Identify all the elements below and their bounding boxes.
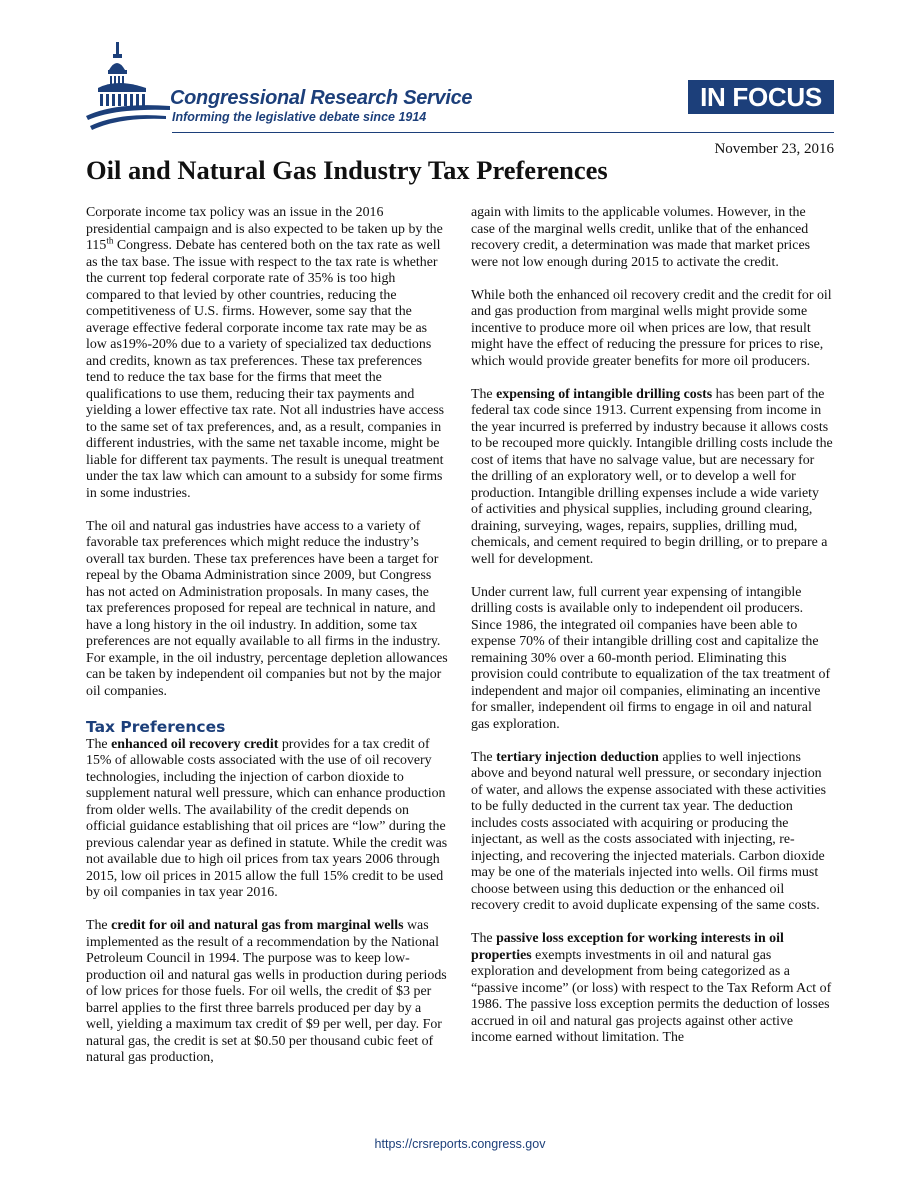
marginal-wells-paragraph — [86, 918, 448, 1067]
capitol-dome-logo-icon — [86, 40, 176, 132]
page-title: Oil and Natural Gas Industry Tax Preferences — [86, 155, 608, 185]
left-column — [86, 205, 448, 1083]
passive-term: passive loss exception for working interests in oil properties — [471, 931, 784, 963]
marginal-pre: The — [86, 918, 112, 933]
marginal-continued-paragraph: again with limits to the applicable volumes. However, in the case of the marginal wells credit, unlike that of the enhanced recovery credit, a determination was made that market prices were not low enough during 2015 to activate the credit. — [471, 205, 811, 270]
org-name: Congressional Research Service — [170, 87, 473, 109]
marginal-term: credit for oil and natural gas from marginal wells — [111, 918, 404, 933]
eor-pre: The — [86, 736, 112, 752]
idc-text: has been part of the federal tax code since 1913. Current expensing from income in the year incurred is preferred by industry because it allows costs to be recouped more quickly. Intangible drilling costs include the cost of items that have no salvage value, but are necessary for the drilling of an exploratory well, or to develop a well for production. Intangible drilling expenses include a wide variety of activities and physical supplies, including ground clearing, draining, surveying, wages, repairs, supplies, drilling mud, chemicals, and cement required to begin drilling, or to prepare a well for development. — [471, 386, 833, 567]
tertiary-injection-paragraph — [471, 750, 833, 915]
org-tagline: Informing the legislative debate since 1914 — [172, 110, 427, 124]
intro-text-start: Corporate income tax policy was an issue in the 2016 presidential campaign and is also expected to be taken up by the 115 — [86, 205, 443, 253]
tertiary-term: tertiary injection deduction — [496, 749, 659, 765]
document-header — [0, 0, 920, 160]
header-divider — [172, 132, 834, 133]
ordinal-suffix: th — [106, 235, 114, 246]
tertiary-text: applies to well injections above and beyond natural well pressure, or secondary injection of water, and allows the expense associated with these activities to be fully deducted in the current tax year. The deduction includes costs associated with acquiring or producing the injectant, as well as the costs associated with injecting, re-injecting, and recovering the injected materials. Carbon dioxide may be one of the materials injected into wells. Oil firms must choose between using this deduction or the enhanced oil recovery credit to avoid duplicate expensing of the same costs. — [471, 749, 827, 913]
idc-pre: The — [471, 386, 497, 402]
credits-effect-paragraph: While both the enhanced oil recovery credit and the credit for oil and gas production from marginal wells might provide some incentive to produce more oil when prices are low, that result might have the effect of reducing the pressure for prices to rise, which would provide greater benefits for more oil producers. — [471, 287, 832, 369]
passive-loss-paragraph — [471, 931, 833, 1047]
idc-term: expensing of intangible drilling costs — [496, 386, 713, 402]
eor-credit-paragraph — [86, 737, 448, 902]
intro-text-rest: Congress. Debate has centered both on the tax rate as well as the tax base. The issue with respect to the tax rate is whether the current top federal corporate rate of 35% is too high compared to that levied by other countries, reducing the competitiveness of U.S. firms. However, some say that the average effective federal corporate income tax rate may be as low as19%-20% due to a variety of specialized tax deductions and credits, known as tax preferences. These tax preferences tend to reduce the tax base for the firms that meet the qualifications to use them, reducing their tax payments and yielding a lower effective tax rate. Not all industries have access to the same set of tax preferences, and, as a result, companies in different industries, with the same net taxable income, might be liable for different tax payments. The result is unequal treatment under the tax law which can amount to a subsidy for some firms in some industries. — [86, 238, 445, 501]
in-focus-badge: IN FOCUS — [688, 80, 834, 114]
passive-text: exempts investments in oil and natural gas exploration and development from being categorized as a “passive income” (or loss) with respect to the Tax Reform Act of 1986. The passive loss exception permits the deduction of losses accrued in oil and natural gas projects against other active income earned without limitation. The — [471, 947, 832, 1045]
section-heading: Tax Preferences — [86, 717, 226, 736]
marginal-text: was implemented as the result of a recommendation by the National Petroleum Council in 1994. The purpose was to keep low-production oil and natural gas wells in production during periods of low prices for those fuels. For oil wells, the credit of $3 per barrel applies to the first three barrels produced per day by a well, yielding a maximum tax credit of $9 per well, per day. For natural gas, the credit is set at $0.50 per thousand cubic feet of natural gas production, — [86, 918, 447, 1065]
idc-current-law-paragraph: Under current law, full current year expensing of intangible drilling costs is available only to independent oil producers. Since 1986, the integrated oil companies have been able to expense 70% of their intangible drilling cost and capitalize the remaining 30% over a 60-month period. Eliminating this provision could contribute to equalization of the tax treatment of independent and major oil companies, eliminating an incentive for smaller, independent oil firms to engage in oil and natural gas exploration. — [471, 584, 831, 732]
tertiary-pre: The — [471, 749, 497, 765]
passive-pre: The — [471, 931, 497, 946]
industry-paragraph: The oil and natural gas industries have access to a variety of favorable tax preferences which might reduce the industry’s overall tax burden. These tax preferences have been a target for repeal by the Obama Administration since 2009, but Congress has not acted on Administration proposals. In many cases, the tax preferences proposed for repeal are technical in nature, and have a long history in the oil industry. In addition, some tax preferences are not equally available to all firms in the industry. For example, in the oil industry, percentage depletion allowances can be taken by independent oil companies but not by the major oil companies. — [86, 518, 448, 699]
intro-paragraph — [86, 205, 448, 502]
footer-url[interactable]: https://crsreports.congress.gov — [374, 1137, 546, 1151]
idc-paragraph — [471, 387, 833, 569]
publication-date: November 23, 2016 — [714, 141, 834, 157]
right-column — [471, 205, 833, 1063]
eor-term: enhanced oil recovery credit — [111, 736, 279, 752]
eor-text: provides for a tax credit of 15% of allowable costs associated with the use of oil recovery technologies, including the injection of carbon dioxide to supplement natural well pressure, which can enhance production from older wells. The availability of the credit depends on official guidance establishing that oil prices are “low” during the previous calendar year as defined in statute. While the credit was not available due to high oil prices from tax years 2006 through 2015, low oil prices in 2015 allow the full 15% credit to be used by oil companies in tax year 2016. — [86, 736, 448, 900]
